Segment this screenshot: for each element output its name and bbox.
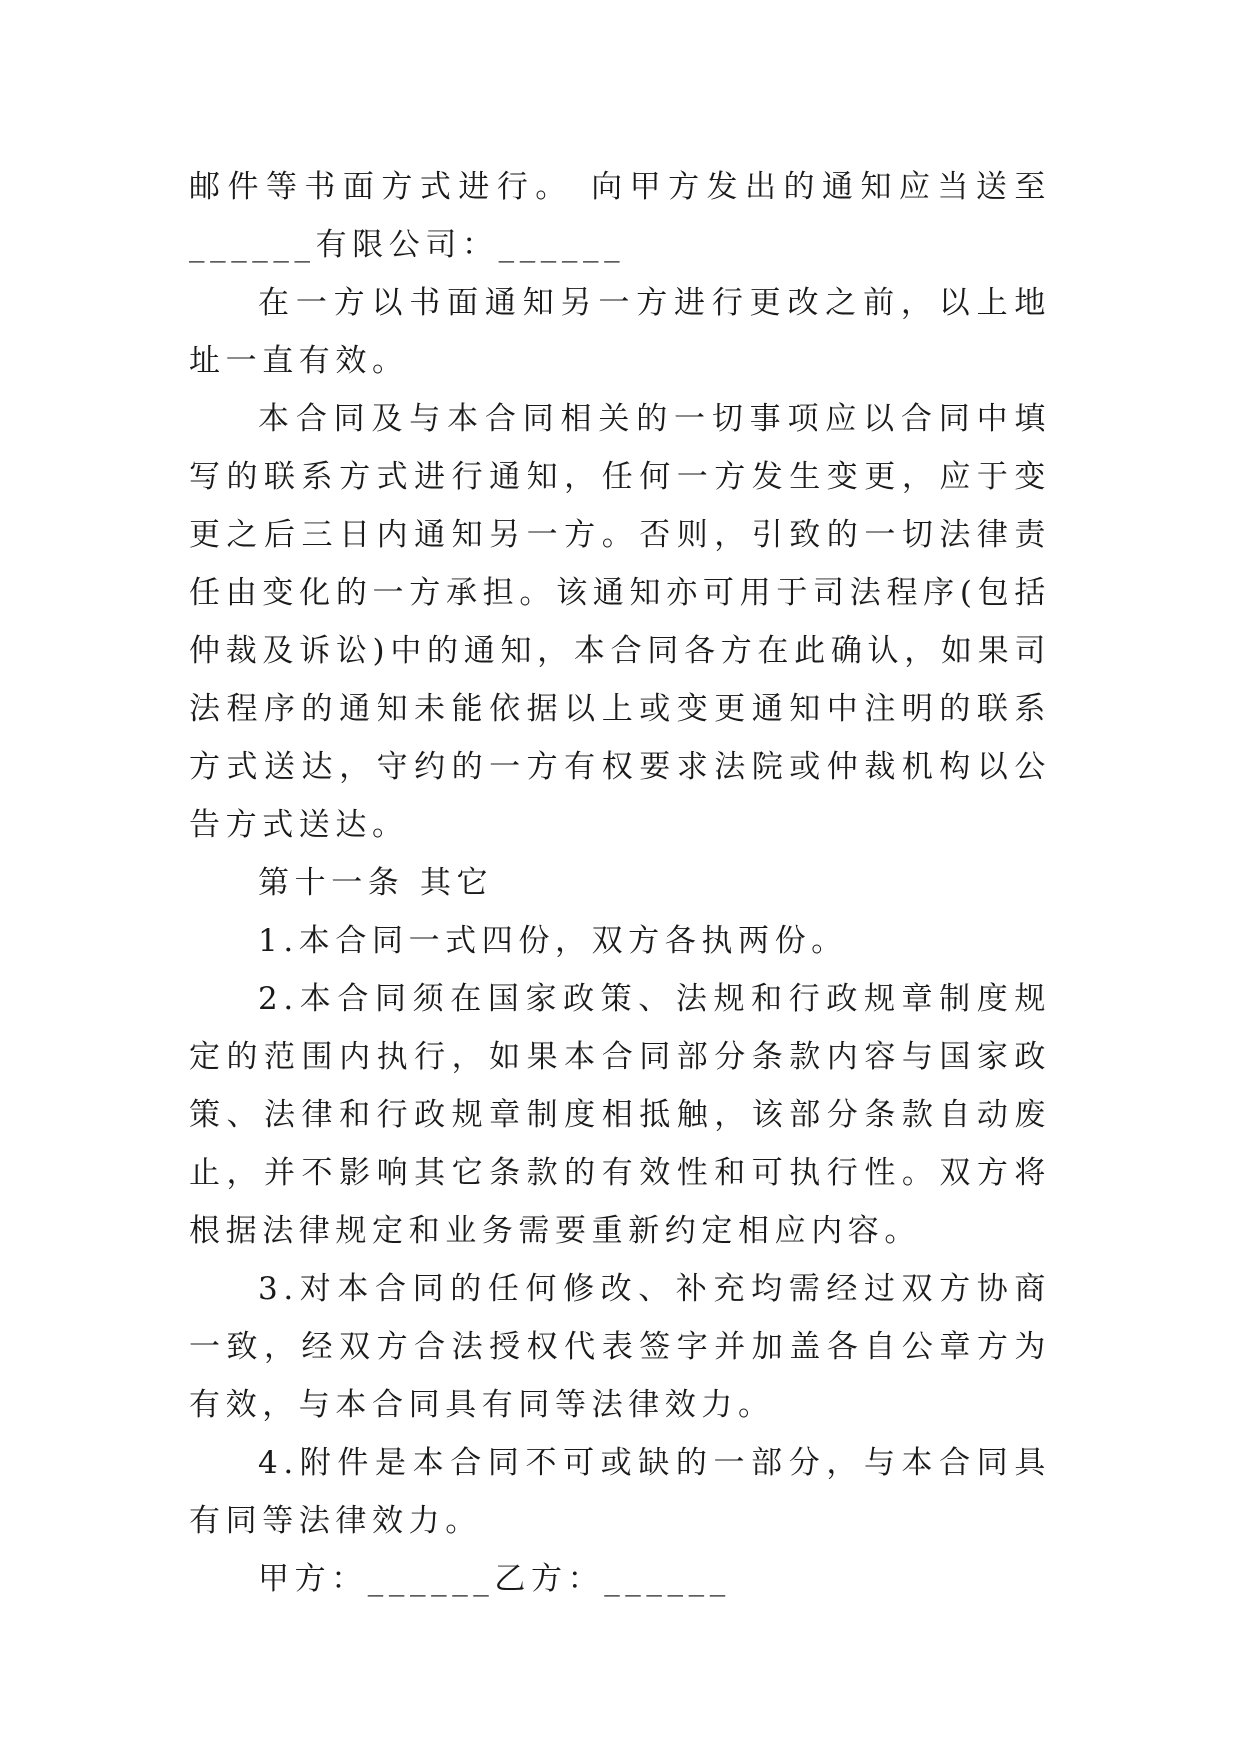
clause-2: 2.本合同须在国家政策、法规和行政规章制度规定的范围内执行，如果本合同部分条款内容与国家政策、法律和行政规章制度相抵触，该部分条款自动废止，并不影响其它条款的有效性和可执行性。双方将根据法律规定和业务需要重新约定相应内容。 <box>189 981 1051 1249</box>
document-body <box>189 158 1051 1608</box>
clause-4: 4.附件是本合同不可或缺的一部分，与本合同具有同等法律效力。 <box>189 1445 1051 1539</box>
clause-1: 1.本合同一式四份，双方各执两份。 <box>258 923 848 959</box>
signature-line: 甲方：______乙方：______ <box>258 1561 731 1597</box>
article-heading: 第十一条 其它 <box>258 865 494 901</box>
clause-3: 3.对本合同的任何修改、补充均需经过双方协商一致，经双方合法授权代表签字并加盖各自公章方为有效，与本合同具有同等法律效力。 <box>189 1271 1051 1423</box>
paragraph-notice-address: 邮件等书面方式进行。 向甲方发出的通知应当送至______有限公司：______ <box>189 169 1051 263</box>
paragraph-notice-method: 本合同及与本合同相关的一切事项应以合同中填写的联系方式进行通知，任何一方发生变更，应于变更之后三日内通知另一方。否则，引致的一切法律责任由变化的一方承担。该通知亦可用于司法程序(包括仲裁及诉讼)中的通知，本合同各方在此确认，如果司法程序的通知未能依据以上或变更通知中注明的联系方式送达，守约的一方有权要求法院或仲裁机构以公告方式送达。 <box>189 401 1051 843</box>
paragraph-address-validity: 在一方以书面通知另一方进行更改之前，以上地址一直有效。 <box>189 285 1051 379</box>
